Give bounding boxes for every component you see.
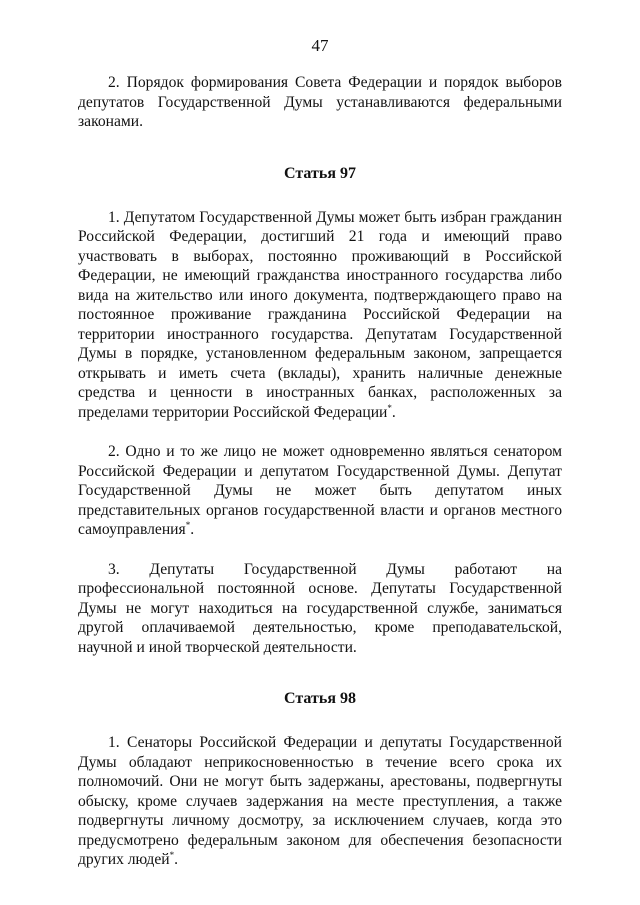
- paragraph-end-punctuation: .: [391, 403, 396, 421]
- paragraph-art97-part1: [78, 208, 562, 423]
- paragraph-text: 2. Одно и то же лицо не может одновременно являться сенатором Российской Федерации и депутатом Государственной Думы. Депутат Государственной Думы не может быть депутатом иных представительных органов государственной власти и органов местного самоуправления: [78, 443, 562, 538]
- document-body: [78, 73, 562, 870]
- paragraph-art97-part2: [78, 442, 562, 540]
- paragraph-end-punctuation: .: [190, 521, 195, 538]
- paragraph-text: 3. Депутаты Государственной Думы работают на профессиональной постоянной основе. Депутаты Государственной Думы не могут находиться на государственной службе, заниматься другой оплачиваемой деятельностью, кроме преподавательской, научной и иной творческой деятельности.: [78, 560, 562, 656]
- paragraph-art98-part1: [78, 733, 562, 870]
- footnote-marker: *: [387, 402, 392, 413]
- paragraph-end-punctuation: .: [174, 851, 179, 868]
- footnote-marker: *: [169, 849, 175, 860]
- paragraph-text: 1. Депутатом Государственной Думы может быть избран гражданин Российской Федерации, достигший 21 года и имеющий право участвовать в выборах, постоянно проживающий в Российской Федерации, не имеющий гражданства иностранного государства либо вида на жительство или иного документа, подтверждающего право на постоянное проживание гражданина Российской Федерации на территории иностранного государства. Депутатам Государственной Думы в порядке, установленном федеральным законом, запрещается открывать и иметь счета (вклады), хранить наличные денежные средства и ценности в иностранных банках, расположенных за пределами территории Российской Федерации: [78, 208, 562, 421]
- paragraph-text: 2. Порядок формирования Совета Федерации и порядок выборов депутатов Государственной Думы устанавливаются федеральными законами.: [78, 74, 562, 130]
- paragraph-text: 1. Сенаторы Российской Федерации и депутаты Государственной Думы обладают неприкосновенностью в течение всего срока их полномочий. Они не могут быть задержаны, арестованы, подвергнуты обыску, кроме случаев задержания на месте преступления, а также подвергнуты личному досмотру, за исключением случаев, когда это предусмотрено федеральным законом для обеспечения безопасности других людей: [78, 734, 562, 868]
- paragraph-art97-part3: [78, 560, 562, 658]
- footnote-marker: *: [185, 519, 191, 530]
- paragraph-art96-part2: [78, 73, 562, 132]
- article-98-heading: Статья 98: [284, 690, 356, 707]
- page-number: 47: [311, 36, 329, 55]
- article-97-heading: Статья 97: [284, 164, 356, 182]
